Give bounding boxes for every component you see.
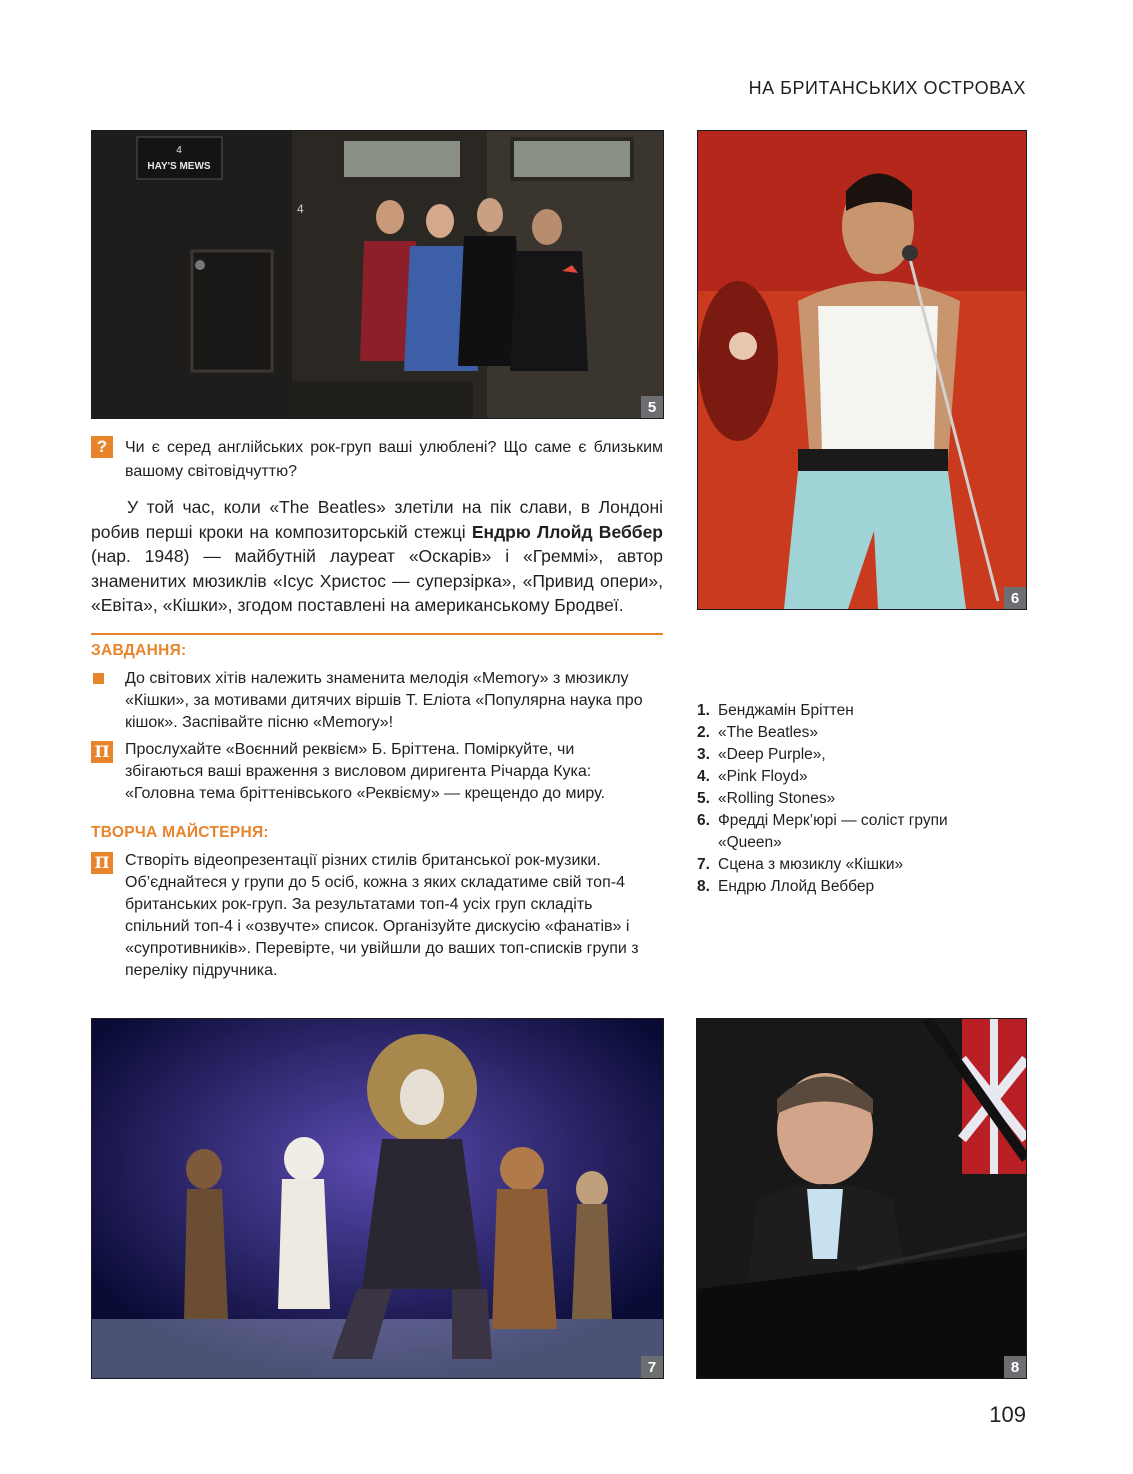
photo-cats-musical [91,1018,664,1379]
task-memory [91,668,651,734]
photo-cats-musical-illustration [92,1019,663,1378]
caption-text: Сцена з мюзиклу «Кішки» [718,856,904,873]
caption-text: Фредді Мерк’юрі — соліст групи «Queen» [718,812,948,851]
square-bullet-icon [93,673,104,684]
photo-pink-floyd [91,130,664,419]
caption-item [697,700,1007,722]
section-divider [91,633,663,635]
caption-item [697,788,1007,810]
caption-text: «The Beatles» [718,724,818,741]
workshop-task [91,850,651,982]
sign-text: HAY'S MEWS [147,161,211,172]
photo-freddie-mercury [697,130,1027,610]
caption-number: 4. [697,768,710,785]
running-header: НА БРИТАНСЬКИХ ОСТРОВАХ [748,78,1026,98]
caption-number: 8. [697,878,710,895]
caption-number: 2. [697,724,710,741]
caption-number: 6. [697,812,710,829]
caption-item [697,744,1007,766]
tasks-heading: ЗАВДАННЯ: [91,642,187,659]
caption-item [697,854,1007,876]
photo-captions-list [697,700,1007,898]
paragraph-part1: У той час, коли «The Beatles» злетіли на пік слави, в Лондоні робив перші кроки на композиторській стежці [91,497,663,542]
workshop-icon: П [91,852,113,874]
page-number: 109 [989,1402,1026,1427]
caption-text: Бенджамін Бріттен [718,702,854,719]
photo-5-badge: 5 [641,396,663,418]
photo-7-badge: 7 [641,1356,663,1378]
caption-number: 5. [697,790,710,807]
listen-icon: П [91,741,113,763]
discussion-question [91,436,663,484]
photo-pink-floyd-illustration [92,131,663,418]
caption-item [697,810,1007,854]
caption-number: 1. [697,702,710,719]
caption-text: «Deep Purple», [718,746,826,763]
caption-number: 3. [697,746,710,763]
caption-text: «Rolling Stones» [718,790,836,807]
caption-text: «Pink Floyd» [718,768,808,785]
photo-freddie-mercury-illustration [698,131,1026,609]
question-text: Чи є серед англійських рок-груп ваші улюблені? Що саме є близьким вашому світовідчуттю? [125,439,663,480]
paragraph-part2: (нар. 1948) — майбутній лауреат «Оскарів» і «Греммі», автор знаменитих мюзиклів «Ісус Христос — суперзірка», «Привид опери», «Евіта», «Кішки», згодом поставлені на американському Бродвеї. [91,546,663,615]
caption-text: Ендрю Ллойд Веббер [718,878,875,895]
caption-item [697,722,1007,744]
photo-8-badge: 8 [1004,1356,1026,1378]
sign-number: 4 [176,145,182,156]
paragraph-bold-name: Ендрю Ллойд Веббер [471,521,663,542]
task-requiem-text: Прослухайте «Воєнний реквієм» Б. Бріттена. Поміркуйте, чи збігаються ваші враження з висловом диригента Річарда Кука: «Головна тема бріттенівського «Реквієму» — крещендо до миру. [125,741,605,802]
main-paragraph [91,495,663,618]
door-number: 4 [297,202,304,216]
workshop-text: Створіть відеопрезентації різних стилів британської рок-музики. Об’єднайтеся у групи до 5 осіб, кожна з яких складатиме свій топ-4 британських рок-груп. За результатами топ-4 усіх груп складіть спільний топ-4 і «озвучте» список. Організуйте дискусію «фанатів» і «супротивників». Перевірте, чи увійшли до ваших топ-списків групи з переліку підручника. [125,852,639,979]
question-icon: ? [91,436,113,458]
caption-number: 7. [697,856,710,873]
task-memory-text: До світових хітів належить знаменита мелодія «Memory» з мюзиклу «Кішки», за мотивами дитячих віршів Т. Еліота «Популярна наука про кішок». Заспівайте пісню «Memory»! [125,670,643,731]
photo-andrew-lloyd-webber [696,1018,1027,1379]
workshop-heading: ТВОРЧА МАЙСТЕРНЯ: [91,824,269,841]
photo-6-badge: 6 [1004,587,1026,609]
caption-item [697,876,1007,898]
photo-andrew-lloyd-webber-illustration [697,1019,1026,1378]
task-requiem [91,739,651,805]
caption-item [697,766,1007,788]
